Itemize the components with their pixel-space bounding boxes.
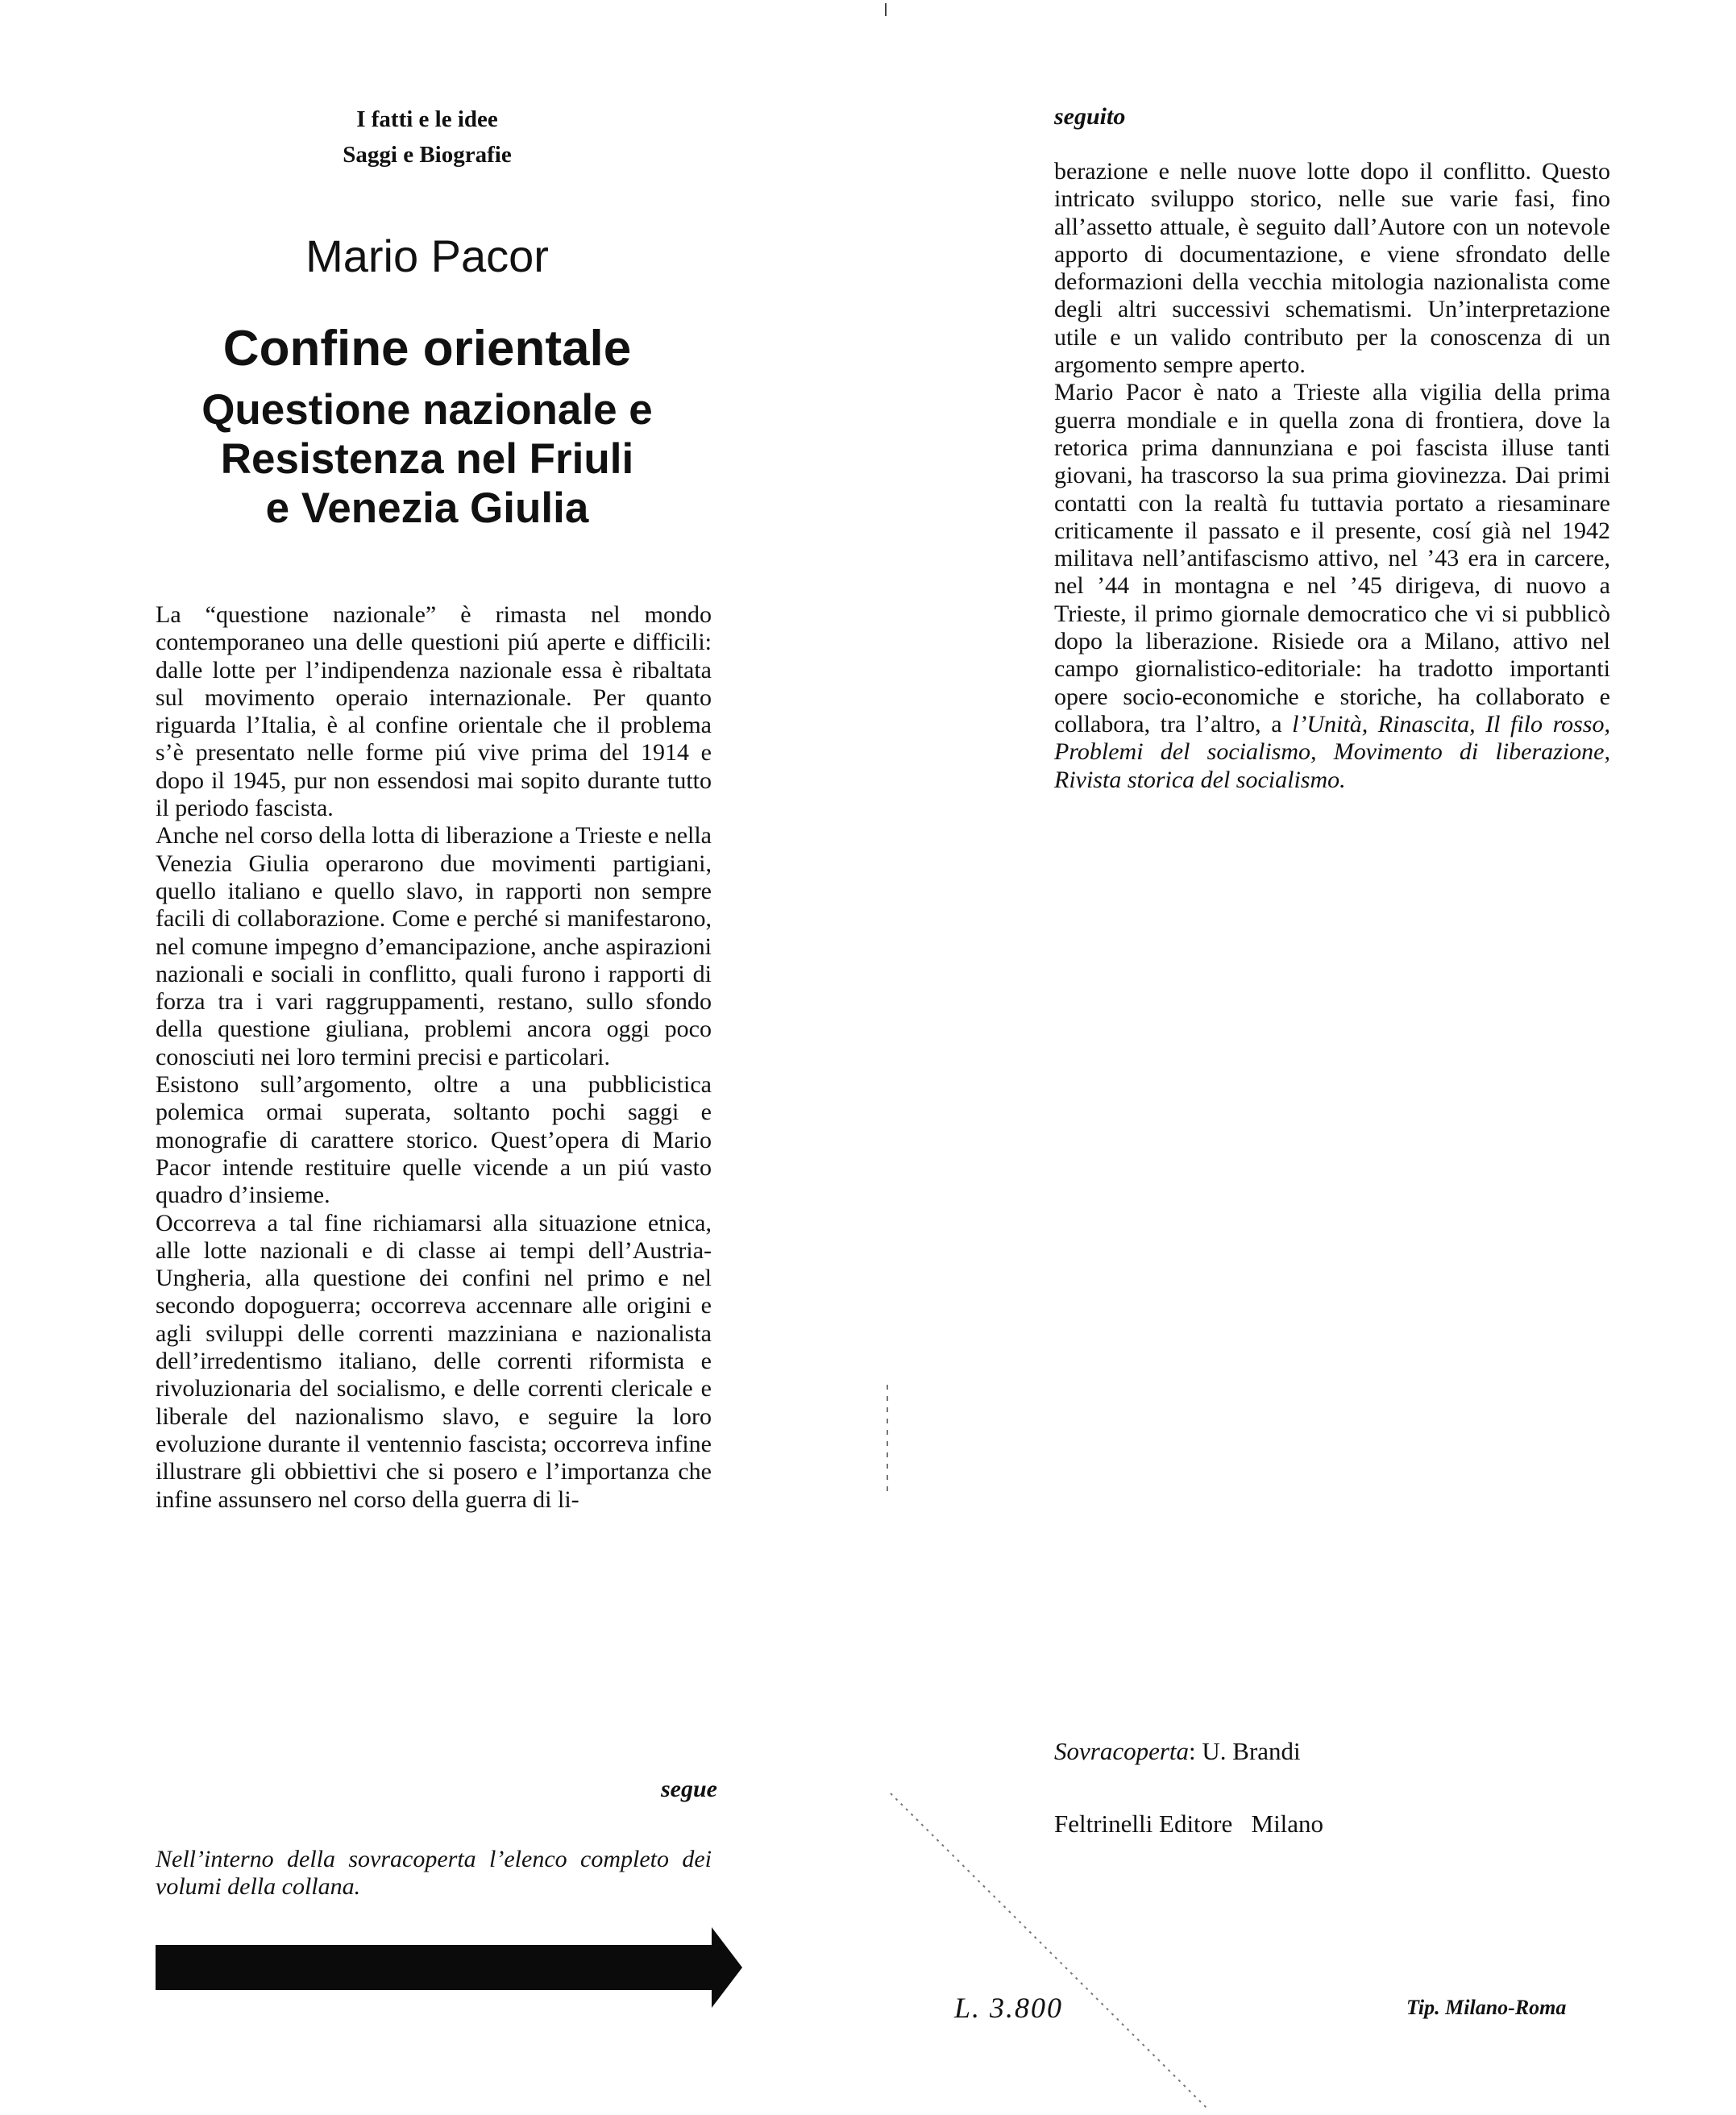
credit-label: Sovracoperta — [1054, 1737, 1190, 1765]
book-title: Confine orientale — [222, 321, 632, 376]
flap-note: Nell’interno della sovracoperta l’elenco completo dei volumi della collana. — [156, 1846, 712, 1900]
continuation-label: seguito — [1054, 103, 1126, 130]
publisher: Feltrinelli Editore Milano — [1054, 1810, 1324, 1838]
paragraph: berazione e nelle nuove lotte dopo il conflitto. Questo intricato sviluppo storico, nelle sue varie fasi, fino all’assetto attuale, è seguito dall’Autore con un notevole apporto di documentazione, e viene sfrondato delle deformazioni della vecchia mitologia nazionalista come degli altri successivi schematismi. Un’interpretazione utile e un valido contributo per la conoscenza di un argomento sempre aperto. — [1054, 158, 1610, 379]
series-line-1: I fatti e le idee — [356, 106, 498, 132]
credit-name: : U. Brandi — [1189, 1737, 1301, 1765]
subtitle-line-1: Questione nazionale e — [201, 386, 653, 434]
price: L. 3.800 — [954, 1992, 1064, 2024]
series-line-2: Saggi e Biografie — [343, 142, 512, 168]
subtitle-line-2: Resistenza nel Friuli — [220, 435, 634, 483]
publications-list: l’Unità, Rinascita, Il filo rosso, Problemi del socialismo, Movimento di liberazione, Rivista storica del socialismo. — [1054, 710, 1610, 793]
paragraph: La “questione nazionale” è rimasta nel mondo contemporaneo una delle questioni piú aperte e difficili: dalle lotte per l’indipendenza nazionale essa è ribaltata sul movimento operaio internazionale. Per quanto riguarda l’Italia, è al confine orientale che il problema s’è presentato nelle forme piú vive prima del 1914 e dopo il 1945, pur non essendosi mai sopito durante tutto il periodo fascista. — [156, 601, 712, 822]
paragraph: Anche nel corso della lotta di liberazione a Trieste e nella Venezia Giulia operarono due movimenti partigiani, quello italiano e quello slavo, in rapporti non sempre facili di collaborazione. Come e perché si manifestarono, nel comune impegno d’emancipazione, anche aspirazioni nazionali e sociali in conflitto, quali furono i rapporti di forza tra i vari raggruppamenti, restano, sullo sfondo della questione giuliana, problemi ancora oggi poco conosciuti nei loro termini precisi e particolari. — [156, 822, 712, 1070]
author-name: Mario Pacor — [305, 231, 549, 281]
printer-credit: Tip. Milano-Roma — [1406, 1996, 1567, 2019]
subtitle-line-3: e Venezia Giulia — [265, 484, 589, 532]
paragraph: Esistono sull’argomento, oltre a una pubblicistica polemica ormai superata, soltanto pochi saggi e monografie di carattere storico. Quest’opera di Mario Pacor intende restituire quelle vicende a un piú vasto quadro d’insieme. — [156, 1071, 712, 1209]
paragraph: Occorreva a tal fine richiamarsi alla situazione etnica, alle lotte nazionali e di classe ai tempi dell’Austria-Ungheria, alla questione dei confini nel primo e nel secondo dopoguerra; occorreva accennare alle origini e agli sviluppi delle correnti mazziniana e nazionalista dell’irredentismo italiano, delle correnti riformista e rivoluzionaria del socialismo, e delle correnti clericale e liberale del nazionalismo slavo, e seguire la loro evoluzione durante il ventennio fascista; occorreva infine illustrare gli obbiettivi che si posero e l’importanza che infine assunsero nel corso della guerra di li- — [156, 1209, 712, 1513]
bio-text: Mario Pacor è nato a Trieste alla vigilia della prima guerra mondiale e in quella zona di frontiera, dove la retorica prima dannunziana e poi fascista illuse tanti giovani, ha trascorso la sua prima giovinezza. Dai primi contatti con la realtà fu tuttavia portato a riesaminare criticamente il passato e il presente, cosí già nel 1942 militava nell’antifascismo attivo, nel ’43 era in carcere, nel ’44 in montagna e nel ’45 dirigeva, di nuovo a Trieste, il primo giornale democratico che vi si pubblicò dopo la liberazione. Risiede ora a Milano, attivo nel campo giornalistico-editoriale: ha tradotto importanti opere socio-economiche e storiche, ha collaborato e collabora, tra l’altro, a — [1054, 379, 1610, 738]
continued-label: segue — [661, 1776, 717, 1802]
